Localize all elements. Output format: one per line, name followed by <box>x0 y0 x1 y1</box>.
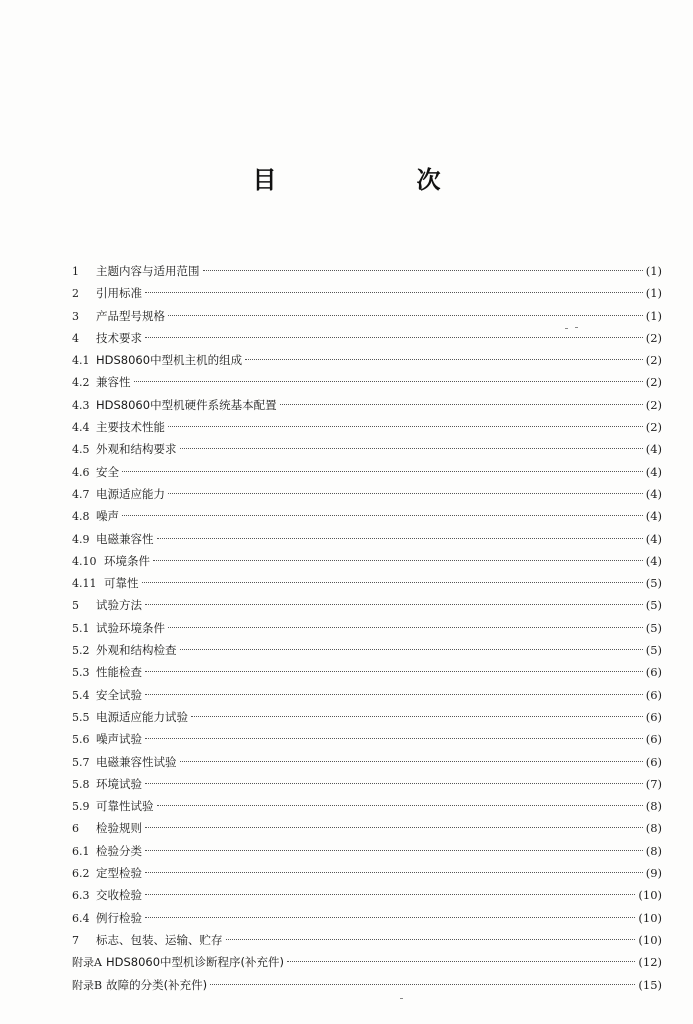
toc-leader-dots <box>210 984 635 985</box>
toc-leader-dots <box>145 337 643 338</box>
toc-entry-page: (4) <box>645 531 662 546</box>
toc-entry-number: 4.10 <box>72 554 97 568</box>
toc-entry-page: (4) <box>645 464 662 479</box>
toc-entry <box>72 840 662 862</box>
toc-entry-page: (2) <box>645 330 662 345</box>
toc-entry-title: 试验环境条件 <box>96 620 165 635</box>
toc-entry <box>72 929 662 951</box>
toc-entry-number: 4.11 <box>72 577 97 591</box>
toc-entry-page: (2) <box>645 375 662 390</box>
toc-entry-title: 试验方法 <box>96 598 142 613</box>
toc-leader-dots <box>145 872 643 873</box>
toc-leader-dots <box>168 493 643 494</box>
toc-leader-dots <box>145 738 643 739</box>
toc-leader-dots <box>245 359 643 360</box>
toc-entry-title: 主题内容与适用范围 <box>96 264 200 278</box>
toc-entry-title: 安全试验 <box>96 687 142 702</box>
toc-entry-page: (2) <box>645 420 662 435</box>
toc-entry-title: 电磁兼容性 <box>96 531 154 546</box>
toc-entry-page: (6) <box>645 732 662 747</box>
toc-entry <box>72 795 662 817</box>
toc-entry-page: (8) <box>645 821 662 836</box>
toc-entry-page: (8) <box>645 799 662 814</box>
toc-leader-dots <box>180 761 643 762</box>
toc-leader-dots <box>157 538 643 539</box>
toc-entry-title: HDS8060中型机硬件系统基本配置 <box>96 397 277 412</box>
toc-entry-page: (5) <box>645 576 662 591</box>
toc-entry-page: (12) <box>638 955 662 970</box>
toc-entry-title: 环境试验 <box>96 776 142 791</box>
toc-entry-title: 兼容性 <box>96 375 131 390</box>
toc-entry-number: 4.2 <box>72 376 90 390</box>
scan-speck <box>400 998 403 999</box>
toc-entry-number: 附录B <box>72 978 103 992</box>
toc-entry <box>72 461 662 483</box>
toc-leader-dots <box>122 471 643 472</box>
toc-entry-page: (4) <box>645 553 662 568</box>
toc-entry <box>72 706 662 728</box>
toc-entry <box>72 260 662 282</box>
toc-entry-number: 4.9 <box>72 532 90 546</box>
toc-entry <box>72 572 662 594</box>
toc-leader-dots <box>145 850 643 851</box>
toc-entry-title: 外观和结构要求 <box>96 442 177 457</box>
toc-entry <box>72 773 662 795</box>
toc-entry-page: (4) <box>645 442 662 457</box>
toc-entry-page: (2) <box>645 397 662 412</box>
toc-entry <box>72 282 662 304</box>
toc-entry-title: 电源适应能力试验 <box>96 709 188 724</box>
toc-entry-number: 4.5 <box>72 443 90 457</box>
toc-entry-page: (10) <box>638 888 662 903</box>
toc-entry <box>72 528 662 550</box>
toc-entry-title: 噪声 <box>96 509 119 524</box>
toc-leader-dots <box>145 917 635 918</box>
toc-entry-number: 6.1 <box>72 844 90 858</box>
toc-leader-dots <box>145 604 643 605</box>
toc-entry <box>72 639 662 661</box>
toc-entry-title: 产品型号规格 <box>96 308 165 323</box>
toc-entry-number: 5.4 <box>72 688 90 702</box>
toc-leader-dots <box>145 694 643 695</box>
toc-entry-number: 5.3 <box>72 666 90 680</box>
toc-entry-number: 6.2 <box>72 867 90 881</box>
toc-entry-title: 性能检查 <box>96 665 142 680</box>
toc-entry-number: 5.2 <box>72 644 90 658</box>
toc-entry-number: 1 <box>72 265 79 278</box>
toc-leader-dots <box>145 671 643 672</box>
toc-entry <box>72 751 662 773</box>
toc-entry-title: 电磁兼容性试验 <box>96 754 177 769</box>
toc-leader-dots <box>145 894 635 895</box>
toc-leader-dots <box>191 716 643 717</box>
toc-entry-title: 技术要求 <box>96 330 142 345</box>
toc-entry-number: 6 <box>72 822 79 836</box>
toc-entry-title: 例行检验 <box>96 910 142 925</box>
page-title: 目 次 <box>252 166 499 194</box>
toc-entry <box>72 438 662 460</box>
toc-leader-dots <box>168 426 643 427</box>
toc-entry-title: 检验规则 <box>96 821 142 836</box>
toc-leader-dots <box>226 939 636 940</box>
toc-leader-dots <box>134 381 643 382</box>
toc-entry-number: 6.3 <box>72 889 90 903</box>
toc-entry <box>72 371 662 393</box>
toc-entry-page: (9) <box>645 866 662 881</box>
toc-entry-page: (1) <box>645 286 662 301</box>
toc-leader-dots <box>280 404 643 405</box>
toc-entry-title: HDS8060中型机主机的组成 <box>96 353 243 368</box>
toc-leader-dots <box>145 292 643 293</box>
toc-entry <box>72 661 662 683</box>
toc-entry <box>72 728 662 750</box>
toc-entry-page: (6) <box>645 709 662 724</box>
toc-leader-dots <box>287 961 635 962</box>
toc-entry <box>72 505 662 527</box>
toc-entry-title: 标志、包装、运输、贮存 <box>96 932 223 947</box>
toc-entry <box>72 327 662 349</box>
toc-entry-number: 4.6 <box>72 465 90 479</box>
toc-entry-number: 5.7 <box>72 755 90 769</box>
toc-entry-number: 5.5 <box>72 710 90 724</box>
toc-entry-page: (15) <box>638 977 662 992</box>
toc-entry <box>72 951 662 973</box>
toc-entry-page: (8) <box>645 843 662 858</box>
toc-entry <box>72 862 662 884</box>
toc-leader-dots <box>153 560 643 561</box>
toc-entry <box>72 974 662 996</box>
toc-entry-title: HDS8060中型机诊断程序(补充件) <box>105 955 284 970</box>
toc-entry-number: 5.1 <box>72 621 90 635</box>
toc-entry-number: 4.8 <box>72 510 90 524</box>
toc-entry <box>72 305 662 327</box>
toc-entry-page: (4) <box>645 486 662 501</box>
toc-leader-dots <box>168 315 643 316</box>
toc-entry <box>72 907 662 929</box>
toc-entry-title: 故障的分类(补充件) <box>106 977 208 992</box>
scan-speck <box>565 328 568 329</box>
toc-entry-page: (6) <box>645 687 662 702</box>
toc-entry-title: 可靠性试验 <box>96 799 154 814</box>
toc-leader-dots <box>168 627 643 628</box>
toc-leader-dots <box>203 270 643 271</box>
toc-entry-number: 5.8 <box>72 777 90 791</box>
toc-entry <box>72 483 662 505</box>
toc-entry-page: (1) <box>645 308 662 323</box>
toc-entry-title: 检验分类 <box>96 843 142 858</box>
toc-entry <box>72 617 662 639</box>
scan-speck <box>575 327 578 328</box>
toc-entry <box>72 817 662 839</box>
toc-entry-title: 可靠性 <box>104 576 139 591</box>
toc-leader-dots <box>157 805 643 806</box>
toc-entry <box>72 416 662 438</box>
table-of-contents <box>72 260 662 996</box>
toc-entry-page: (6) <box>645 665 662 680</box>
toc-entry-number: 5.9 <box>72 800 90 814</box>
toc-entry-number: 4.1 <box>72 354 90 368</box>
toc-entry-page: (1) <box>645 264 662 278</box>
toc-leader-dots <box>180 448 643 449</box>
toc-leader-dots <box>142 582 643 583</box>
toc-entry-page: (4) <box>645 509 662 524</box>
toc-entry <box>72 594 662 616</box>
toc-entry-title: 环境条件 <box>104 553 150 568</box>
toc-entry-page: (10) <box>638 932 662 947</box>
toc-leader-dots <box>122 515 643 516</box>
toc-entry-title: 外观和结构检查 <box>96 643 177 658</box>
toc-entry-page: (5) <box>645 643 662 658</box>
toc-entry-number: 3 <box>72 309 79 323</box>
toc-entry-number: 6.4 <box>72 911 90 925</box>
toc-entry <box>72 394 662 416</box>
toc-entry-number: 4.3 <box>72 398 90 412</box>
toc-entry-title: 安全 <box>96 464 119 479</box>
toc-entry-page: (5) <box>645 598 662 613</box>
toc-entry-title: 引用标准 <box>96 286 142 301</box>
toc-entry-page: (7) <box>645 776 662 791</box>
toc-entry-page: (2) <box>645 353 662 368</box>
toc-entry-number: 4.4 <box>72 421 90 435</box>
toc-entry-page: (10) <box>638 910 662 925</box>
toc-leader-dots <box>145 783 643 784</box>
toc-entry <box>72 349 662 371</box>
toc-leader-dots <box>145 827 643 828</box>
toc-entry-number: 4 <box>72 331 79 345</box>
toc-entry-page: (6) <box>645 754 662 769</box>
toc-entry-number: 4.7 <box>72 487 90 501</box>
toc-entry-title: 定型检验 <box>96 866 142 881</box>
toc-entry <box>72 550 662 572</box>
toc-entry-title: 电源适应能力 <box>96 486 165 501</box>
toc-entry <box>72 884 662 906</box>
toc-entry-number: 7 <box>72 933 79 947</box>
toc-entry-title: 噪声试验 <box>96 732 142 747</box>
toc-entry-number: 5 <box>72 599 79 613</box>
toc-entry <box>72 684 662 706</box>
toc-entry-number: 2 <box>72 287 79 301</box>
toc-entry-title: 交收检验 <box>96 888 142 903</box>
toc-leader-dots <box>180 649 643 650</box>
toc-entry-title: 主要技术性能 <box>96 420 165 435</box>
toc-entry-page: (5) <box>645 620 662 635</box>
toc-entry-number: 5.6 <box>72 733 90 747</box>
toc-entry-number: 附录A <box>72 956 102 970</box>
